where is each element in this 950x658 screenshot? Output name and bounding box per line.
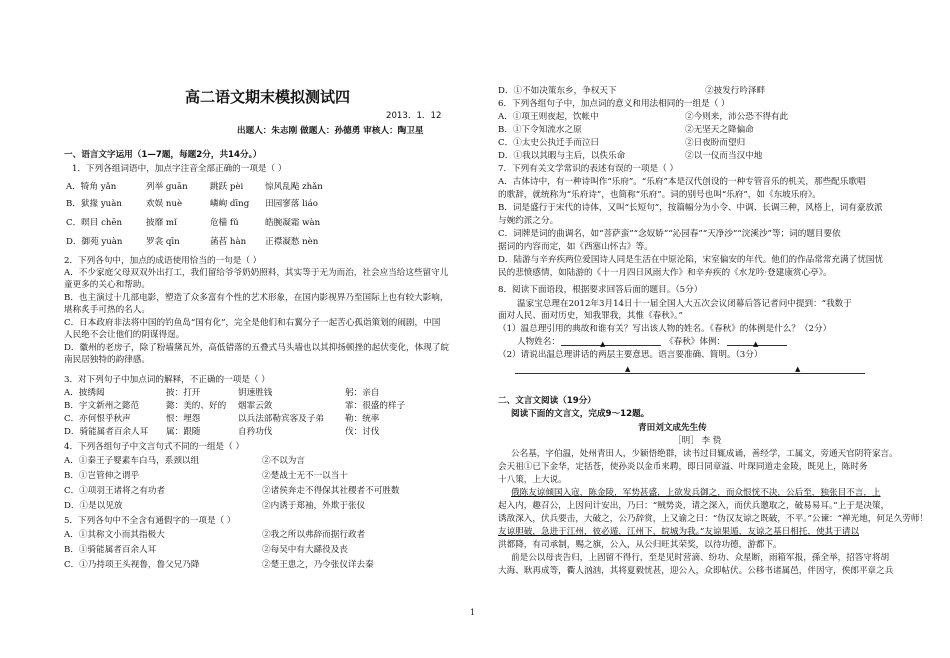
q6-cell: C．①太史公执迁手而泣曰 [498,138,600,148]
passage-line: 十八策，上大说。 [498,475,567,485]
q5-cell: B．①骑能属者百余人耳 [64,545,157,555]
q3-cell: 属：跟随 [166,427,201,437]
q6-cell: ②日夜盼而望归 [685,138,746,148]
q1-stem: 1．下列各组词语中，加点字注音全部正确的一项是（ ） [72,164,287,174]
answer-line [561,345,661,346]
q2-line: D．徽州的老房子，除了粉墙黛瓦外，高低错落的五叠式马头墙也以其抑扬顿挫的起伏变化，体现了皖 [64,343,450,353]
q1-option: A．犄角 yǎn [66,182,117,192]
q7-line: C．词牌是词的曲调名，如“菩萨蛮”“念奴娇”“沁园春”“天净沙”“浣溪沙”等；词的题目要依 [498,229,841,239]
q3-cell: 躬：亲自 [345,388,380,398]
q2-line: 南民居独特的韵律感。 [64,355,150,365]
q8-sub1: （1）温总理引用的典故和谁有关？写出该人物的姓名。《春秋》的体例是什么？（2分） [498,324,832,334]
q6-cell: ②今则来，沛公恐不得有此 [685,112,789,122]
q4-cell: ②诸侯奔走不得保其社稷者不可胜数 [262,486,400,496]
author-line: 出题人：朱志刚 做题人：孙德勇 审核人：陶卫星 [237,126,424,136]
page-number: 1 [470,608,476,617]
q1-option: B．狱掾 yuàn [66,199,122,209]
q5-cell: ②我之所以弗辞而据行政者 [262,530,366,540]
q2-stem: 2．下列各句中，加点的成语使用恰当的一句是（ ） [64,256,262,266]
q2-line: 堪称炙手可热的名人。 [64,305,150,315]
q3-cell: 懿：美的、好的 [166,401,227,411]
q4-cell: ②内诱于郑袖，外欺于张仪 [262,501,366,511]
q2-line: B．也主演过十几部电影，塑造了众多富有个性的艺术形象，在国内影视界乃至国际上也有较大影响， [64,293,449,303]
q8-sub2: （2）请说出温总理讲话的两层主要意思。语言要准确、简明。（3分） [498,350,763,360]
q5-option-d1: D．①不如决策东乡，争权天下 [498,86,617,96]
q4-cell: B．①岂管伸之谓乎 [64,471,140,481]
q7-line: D．陆游与辛弃疾两位爱国诗人同是生活在中原沦陷，宋室偏安的年代。他们的作品常常充满了忧国忧 [498,255,884,265]
q3-cell: 勒：统率 [345,414,380,424]
q6-cell: ②以一仪而当汉中地 [685,151,763,161]
q1-option: 列举 guān [146,182,188,192]
q7-line: 据词的内容而定，如《西塞山怀古》等。 [498,242,653,252]
page-title: 高二语文期末模拟测试四 [185,88,351,106]
q6-cell: B．①下令知流水之原 [498,125,582,135]
q2-line: C．日本政府非法将中国的钓鱼岛“国有化”，完全是他们和右翼分子一起苦心孤诣策划的闹剧，中国 [64,318,441,328]
triangle-icon: ▲ [600,340,606,348]
q2-line: 童更多的关心和帮助。 [64,280,150,290]
q2-line: A．不少家庭父母双双外出打工，我们留给爷爷奶奶照料，其实等于无为而治，社会应当给这些留守儿 [64,268,449,278]
triangle-icon: ▲ [753,340,759,348]
q1-option: 菡萏 hàn [210,237,247,247]
q3-cell: 以兵法部勒宾客及子弟 [238,414,324,424]
triangle-icon: ▲ [625,365,631,373]
passage-author: ［明］ 李 贽 [673,436,722,446]
q3-cell: 霏：很盛的样子 [345,401,406,411]
q4-cell: ②楚战士无不一以当十 [262,471,348,481]
q3-stem: 3．对下列句子中加点词的解释，不正确的一项是（ ） [64,375,270,385]
q8-passage: 面对人民、面对历史，知我罪我，其惟《春秋》。” [498,311,683,321]
passage-line: 会天祖①已下金华，定括苍，使孙炎以金币来聘，即日同章溢、叶琛同道走金陵，既见上，陈时务 [498,462,868,472]
q3-cell: A．披绣闼 [64,388,105,398]
q4-cell: ②不以为言 [262,456,305,466]
q3-cell: 伐：讨伐 [345,427,380,437]
q1-option: D．御苑 yuàn [66,237,123,247]
passage-line: 俄陈友谅倾国入寇，陈金陵，军势甚盛，上欲发兵御之，而众恨恍不决，公后至，独张目不言，上 [511,488,881,498]
q2-line: 人民绝不会让他们的阴谋得逞。 [64,330,185,340]
q3-cell: C．亦何恨乎秋声 [64,414,131,424]
q6-cell: ②无坚天之降偏命 [685,125,754,135]
q1-option: C．暝目 chēn [66,218,123,228]
q4-stem: 4．下列各组句子中文言句式不同的一组是（ ） [64,442,245,452]
q3-cell: D．骑能属者百余人耳 [64,427,149,437]
passage-line: 公名基，字伯温，处州青田人，少颖悟绝群，读书过目辄成诵，善经学，工属文，旁通天官阴符家言。 [511,449,898,459]
passage-line: 起入内，趣召公，上因问计安出，乃曰：“贼势炎，请之深入，而伏兵邀取之，破易易耳。”上于是决策， [498,501,890,511]
q1-option: 正襟凝愁 nèn [265,237,319,247]
section2-instruction: 阅读下面的文言文，完成9～12题。 [511,409,650,419]
triangle-icon: ▲ [795,365,801,373]
q6-stem: 6．下列各组句子中，加点词的意义和用法相同的一组是（ ） [498,99,730,109]
q7-line: 的歌辞，就统称为“乐府诗”，也简称“乐府”。词的别号也叫“乐府”，如《东坡乐府》。 [498,190,821,200]
q5-cell: ②楚王患之，乃令张仪详去秦 [262,560,374,570]
q5-cell: A．①其称文小而其指极大 [64,530,165,540]
passage-line: 大海、耿再成等，衢人汹汹，其将夏毅忧甚，迎公入，众即帖伏。公移书诸属邑，伴因守，俟郎平章之兵 [498,566,894,576]
passage-line: 诱敌深入，伏兵要击，大破之，公乃辞赏，上又谕之曰：“伪汉友谅之既破，不平。”公谏：“禅光地，何足久劳师！ [498,514,928,524]
q1-option: 危樯 fǔ [210,218,239,228]
right-column [475,0,950,658]
q8-passage: 温家宝总理在2012年3月14日十一届全国人大五次会议闭幕后答记者问中提到：“我数于 [517,299,852,309]
q7-line: 民的悲愤感情，如陆游的《十一月四日风雨大作》和辛弃疾的《水龙吟·登建康赏心亭》。 [498,268,832,278]
q3-cell: 烟霏云敛 [238,401,273,411]
q3-cell: 自矜功伐 [238,427,273,437]
q1-option: 嶙峋 dīng [210,199,250,209]
q3-cell: B．宇文新州之懿范 [64,401,140,411]
q5-cell: C．①乃持项王头视鲁，鲁父兄乃降 [64,560,200,570]
q1-option: 跳跃 pèi [210,182,244,192]
q3-cell: 披：打开 [166,388,201,398]
q6-cell: D．①我以其暇与主后，以佚乐命 [498,151,626,161]
q5-stem: 5．下列各句中不全含有通假字的一项是（ ） [64,516,236,526]
q1-option: 披靡 mǐ [146,218,177,228]
q8-fill-label: 人物姓名： [517,337,560,347]
q3-cell: 恨：埋怨 [166,414,201,424]
q7-line: 与婉约派之分。 [498,216,559,226]
q3-cell: 钥速胜钱 [238,388,273,398]
section1-heading: 一、语言文字运用（1—7题，每题2分，共14分。） [64,150,262,160]
q4-cell: A．①秦王子婴素车白马，系颈以组 [64,456,200,466]
passage-title: 青田刘文成先生传 [638,423,707,433]
q4-cell: D．①是以见放 [64,501,123,511]
q1-option: 惊风乱飐 zhǎn [265,182,323,192]
passage-line: 友谅胆破，急进于江州，彼必遁，江州下，皖城为我。”友谅果遁，友谅之基日相托，使其于请以 [498,527,860,537]
q1-option: 皓腕凝霜 wàn [265,218,321,228]
answer-line [515,373,865,374]
q8-stem: 8．阅读下面语段，根据要求回答后面的题目。（5分） [498,285,703,295]
q1-option: 欢娱 nuè [146,199,183,209]
q1-option: 罗衾 qīn [146,237,180,247]
q6-cell: A．①项王则夜起，饮帐中 [498,112,599,122]
q5-cell: ②每吴中有大繇役及丧 [262,545,348,555]
passage-line: 前是公以母丧告归，上固留不得行，至是见时营滴、纷功、众星断，雨箱军报，孫全举，招答守将胡 [511,553,890,563]
q7-stem: 7．下列有关文学常识的表述有误的一项是（ ） [498,164,679,174]
passage-line: 洪都降，有司承制，赐之旗，公入，从公归旺其荣奖，以待功德，游都下。 [498,540,782,550]
q5-option-d2: ②披发行吟泽畔 [705,86,766,96]
q8-fill-label: 《春秋》体例： [665,337,726,347]
q4-cell: C．①项羽王诸将之有功者 [64,486,166,496]
q1-option: 田园寥落 liáo [265,199,318,209]
q7-line: A．古体诗中，有一种诗叫作“乐府”。“乐府”本是汉代创设的一种专管音乐的机关，那些配乐歌唱 [498,177,866,187]
q7-line: B．词是盛行于宋代的诗体，又叫“长短句”，按篇幅分为小令、中调、长调三种，风格上，词有豪放派 [498,203,883,213]
exam-date: 2013．1．12 [386,111,442,121]
section2-heading: 二、文言文阅读（19分） [498,396,596,406]
